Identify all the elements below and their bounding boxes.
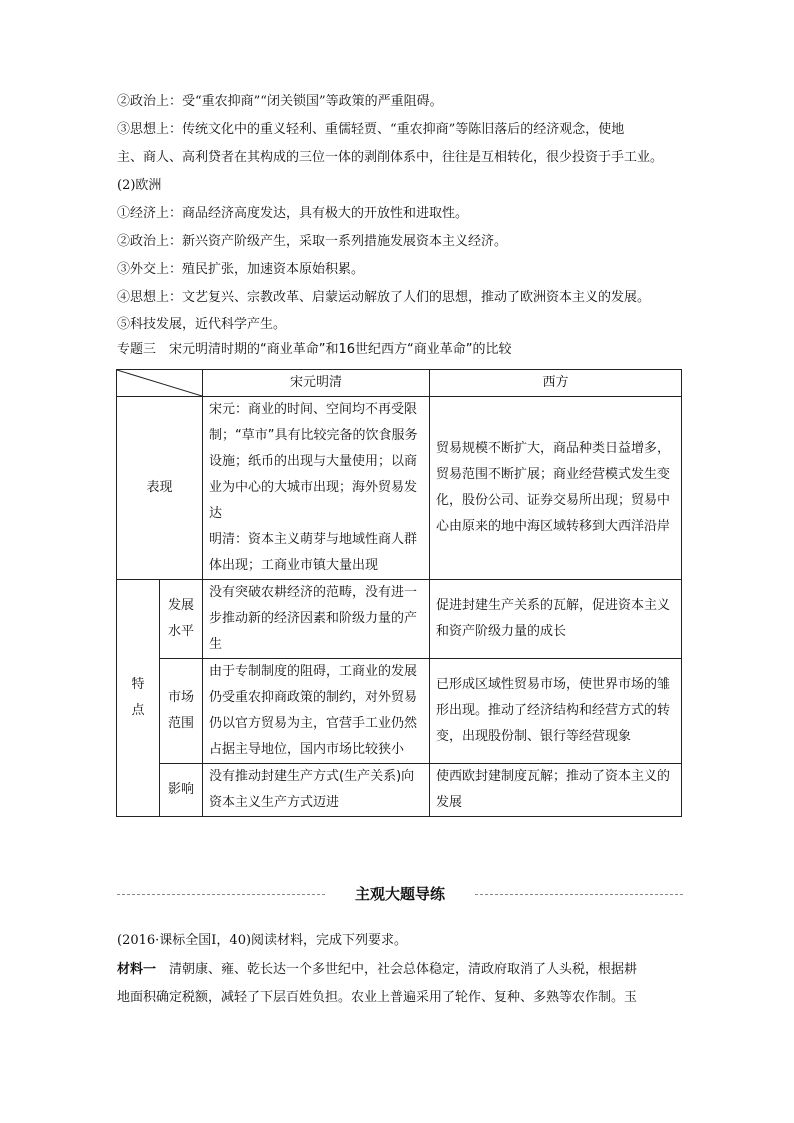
group-label-text: 特点 — [131, 677, 145, 718]
cell-text: 贸易规模不断扩大，商品种类日益增多，贸易范围不断扩展；商业经营模式发生变化，股份公司、证券交易所出现；贸易中心由原来的地中海区域转移到大西洋沿岸 — [436, 441, 671, 534]
material-line: 地面积确定税额，减轻了下层百姓负担。农业上普遍采用了轮作、复种、多熟等农作制。玉 — [117, 990, 638, 1005]
divider-rule — [475, 894, 683, 895]
material-label: 材料一 — [117, 962, 157, 977]
text-line: ⑤科技发展，近代科学产生。 — [117, 317, 287, 332]
material-line — [117, 956, 683, 984]
cell-text: 由于专制制度的阻碍，工商业的发展仍受重农抑商政策的制约，对外贸易仍以官方贸易为主，官营手工业仍然占据主导地位，国内市场比较狭小 — [209, 664, 418, 757]
text-line: 主、商人、高利贷者在其构成的三位一体的剥削体系中，往往是互相转化，很少投资于手工业。 — [117, 150, 664, 165]
text-line: ④思想上：文艺复兴、宗教改革、启蒙运动解放了人们的思想，推动了欧洲资本主义的发展。 — [117, 290, 651, 305]
row-label — [160, 580, 203, 659]
row-label-text: 市场范围 — [167, 690, 194, 731]
section-divider — [117, 884, 683, 904]
cell-text: 宋元：商业的时间、空间均不再受限制；“草市”具有比较完备的饮食服务设施；纸币的出现与大量使用；以商业为中心的大城市出现；海外贸易发达 明清：资本主义萌芽与地域性商人群体出现；工商业市镇大量出现 — [209, 402, 418, 573]
table-header-row — [117, 370, 682, 397]
cell-text: 没有推动封建生产方式(生产关系)向资本主义生产方式迈进 — [209, 769, 415, 810]
table-row — [117, 397, 682, 580]
text-line: ②政治上：新兴资产阶级产生，采取一系列措施发展资本主义经济。 — [117, 234, 508, 249]
row-label-biaoxian: 表现 — [117, 397, 203, 580]
corner-cell — [117, 370, 203, 397]
text-line: ①经济上：商品经济高度发达，具有极大的开放性和进取性。 — [117, 206, 469, 221]
header-col-songyuanmingqing: 宋元明清 — [203, 370, 430, 397]
group-label-tedian — [117, 580, 160, 817]
table-row — [117, 659, 682, 764]
material-text: 清朝康、雍、乾长达一个多世纪中，社会总体稳定，清政府取消了人头税，根据耕 — [169, 962, 638, 977]
question-intro: (2016·课标全国Ⅰ，40)阅读材料，完成下列要求。 — [117, 933, 408, 948]
text-line: ③外交上：殖民扩张，加速资本原始积累。 — [117, 262, 365, 277]
table-cell — [430, 397, 682, 580]
text-line: ②政治上：受“重农抑商”“闭关锁国”等政策的严重阻碍。 — [117, 94, 443, 109]
header-col-xifang: 西方 — [430, 370, 682, 397]
comparison-table — [116, 369, 682, 817]
table-cell — [203, 659, 430, 764]
table-row — [117, 764, 682, 817]
row-label-text: 发展水平 — [167, 598, 194, 639]
section-title: 主观大题导练 — [354, 885, 445, 903]
diagonal-line — [117, 370, 202, 396]
table-cell — [430, 764, 682, 817]
table-row — [117, 580, 682, 659]
table-cell — [203, 580, 430, 659]
cell-text: 促进封建生产关系的瓦解，促进资本主义和资产阶级力量的成长 — [436, 598, 671, 639]
text-line: ③思想上：传统文化中的重义轻利、重儒轻贾、“重农抑商”等陈旧落后的经济观念，使地 — [117, 122, 625, 137]
table-cell — [430, 580, 682, 659]
table-cell — [203, 764, 430, 817]
cell-text: 使西欧封建制度瓦解；推动了资本主义的发展 — [436, 769, 671, 810]
text-line: (2)欧洲 — [117, 178, 162, 193]
row-label — [160, 659, 203, 764]
row-label: 影响 — [160, 764, 203, 817]
table-caption: 专题三 宋元明清时期的“商业革命”和16世纪西方“商业革命”的比较 — [117, 342, 512, 357]
table-cell — [203, 397, 430, 580]
cell-text: 已形成区域性贸易市场，使世界市场的雏形出现。推动了经济结构和经营方式的转变，出现股份制、银行等经营现象 — [436, 677, 671, 744]
table-cell — [430, 659, 682, 764]
cell-text: 没有突破农耕经济的范畴，没有进一步推动新的经济因素和阶级力量的产生 — [209, 585, 418, 652]
